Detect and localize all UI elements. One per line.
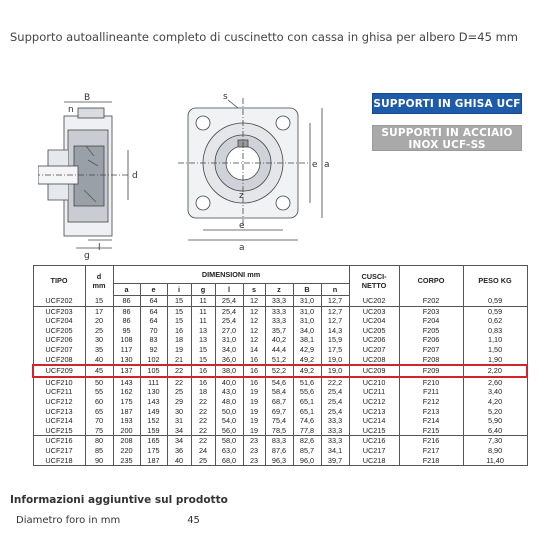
info-label: Diametro foro in mm	[16, 515, 121, 526]
table-cell: UC210	[349, 377, 399, 388]
header-cuscinetto: CUSCI- NETTO	[349, 266, 399, 296]
subheader-n: n	[321, 284, 349, 296]
table-cell: 19	[243, 407, 265, 417]
table-cell: 56,0	[215, 426, 243, 436]
table-cell: 82,6	[293, 436, 321, 446]
table-cell: 15	[167, 296, 191, 307]
table-cell: 25,4	[215, 306, 243, 316]
table-cell: 15	[191, 345, 215, 355]
table-cell: 65	[85, 407, 113, 417]
table-cell: 49,2	[293, 365, 321, 377]
table-cell: 187	[140, 456, 167, 466]
table-cell: F211	[399, 387, 463, 397]
table-cell: F217	[399, 446, 463, 456]
table-cell: 15	[167, 316, 191, 326]
table-cell: 11	[191, 316, 215, 326]
table-cell: 64	[140, 316, 167, 326]
table-cell: 23	[243, 436, 265, 446]
table-cell: 70	[85, 416, 113, 426]
table-cell: F207	[399, 345, 463, 355]
table-cell: 175	[140, 446, 167, 456]
table-cell: 0,83	[463, 326, 527, 336]
table-cell: 40	[85, 355, 113, 366]
table-cell: 22	[191, 436, 215, 446]
technical-drawing	[38, 90, 358, 265]
table-cell: F209	[399, 365, 463, 377]
table-cell: 16	[191, 365, 215, 377]
table-cell: 22	[167, 365, 191, 377]
table-row	[33, 335, 527, 345]
header-d: d mm	[85, 266, 113, 296]
table-row	[33, 377, 527, 388]
subheader-z: z	[265, 284, 293, 296]
table-cell: 74,6	[293, 416, 321, 426]
table-cell: 16	[243, 377, 265, 388]
table-cell: UC206	[349, 335, 399, 345]
table-cell: 30	[167, 407, 191, 417]
table-cell: 12	[243, 296, 265, 307]
table-cell: 33,3	[265, 296, 293, 307]
table-cell: F203	[399, 306, 463, 316]
table-cell: 38,1	[293, 335, 321, 345]
subheader-l: l	[215, 284, 243, 296]
table-cell: 22	[191, 407, 215, 417]
table-cell: UCF205	[33, 326, 85, 336]
table-cell: 12	[243, 335, 265, 345]
table-cell: 50,0	[215, 407, 243, 417]
table-cell: 111	[140, 377, 167, 388]
table-cell: 69,7	[265, 407, 293, 417]
label-g: g	[84, 251, 90, 261]
table-cell: 12	[243, 316, 265, 326]
table-cell: 34	[167, 426, 191, 436]
table-cell: 19	[243, 426, 265, 436]
table-row	[33, 345, 527, 355]
header-tipo: TIPO	[33, 266, 85, 296]
table-cell: 16	[243, 365, 265, 377]
table-cell: UC208	[349, 355, 399, 366]
table-cell: 31,0	[293, 296, 321, 307]
table-row	[33, 416, 527, 426]
subheader-i: i	[167, 284, 191, 296]
table-cell: UC207	[349, 345, 399, 355]
table-cell: 19	[243, 397, 265, 407]
table-cell: 40	[167, 456, 191, 466]
table-cell: 25,4	[321, 397, 349, 407]
table-cell: 5,90	[463, 416, 527, 426]
table-cell: 30	[85, 335, 113, 345]
table-cell: 220	[113, 446, 140, 456]
table-cell: 24	[191, 446, 215, 456]
table-row	[33, 456, 527, 466]
table-cell: 187	[113, 407, 140, 417]
table-cell: 83,3	[265, 436, 293, 446]
table-cell: UC202	[349, 296, 399, 307]
table-cell: 86	[113, 316, 140, 326]
table-cell: F204	[399, 316, 463, 326]
table-cell: UCF218	[33, 456, 85, 466]
table-cell: 51,2	[265, 355, 293, 366]
table-cell: 130	[140, 387, 167, 397]
table-cell: 19,0	[321, 355, 349, 366]
table-cell: 208	[113, 436, 140, 446]
table-cell: 83	[140, 335, 167, 345]
table-cell: 31	[167, 416, 191, 426]
table-cell: UCF204	[33, 316, 85, 326]
table-cell: 70	[140, 326, 167, 336]
table-cell: F213	[399, 407, 463, 417]
table-cell: 50	[85, 377, 113, 388]
table-cell: 105	[140, 365, 167, 377]
table-cell: 29	[167, 397, 191, 407]
label-e-horizontal: e	[239, 221, 245, 231]
subheader-a: a	[113, 284, 140, 296]
table-cell: 25,4	[321, 407, 349, 417]
table-cell: 149	[140, 407, 167, 417]
info-row	[16, 515, 200, 526]
info-value: 45	[187, 515, 200, 526]
table-cell: 43,0	[215, 387, 243, 397]
supporti-ghisa-button[interactable]: SUPPORTI IN GHISA UCF	[372, 93, 522, 114]
dimensions-table	[32, 265, 528, 466]
table-cell: 85	[85, 446, 113, 456]
table-cell: 33,3	[265, 306, 293, 316]
label-z: z	[239, 191, 244, 201]
table-cell: 175	[113, 397, 140, 407]
table-cell: 23	[243, 456, 265, 466]
label-B: B	[84, 93, 91, 103]
table-cell: 39,7	[321, 456, 349, 466]
table-cell: 65,1	[293, 397, 321, 407]
table-cell: 6,40	[463, 426, 527, 436]
table-cell: 75	[85, 426, 113, 436]
table-cell: 12,7	[321, 306, 349, 316]
table-cell: 13	[191, 326, 215, 336]
table-cell: 0,62	[463, 316, 527, 326]
table-cell: 143	[140, 397, 167, 407]
table-cell: 19	[167, 345, 191, 355]
label-a-vertical: a	[324, 160, 330, 170]
table-cell: 15	[191, 355, 215, 366]
table-cell: 117	[113, 345, 140, 355]
table-cell: 13	[191, 335, 215, 345]
table-cell: 58,4	[265, 387, 293, 397]
table-cell: 34,0	[215, 345, 243, 355]
table-cell: 45	[85, 365, 113, 377]
table-cell: UCF212	[33, 397, 85, 407]
table-cell: 235	[113, 456, 140, 466]
info-section-title: Informazioni aggiuntive sul prodotto	[10, 494, 228, 506]
table-cell: 36,0	[215, 355, 243, 366]
table-cell: UCF207	[33, 345, 85, 355]
table-cell: 8,90	[463, 446, 527, 456]
table-cell: 165	[140, 436, 167, 446]
table-cell: 35	[85, 345, 113, 355]
label-d: d	[132, 171, 138, 181]
table-cell: 63,0	[215, 446, 243, 456]
table-cell: 34,1	[321, 446, 349, 456]
table-cell: F215	[399, 426, 463, 436]
table-row	[33, 326, 527, 336]
table-cell: 2,60	[463, 377, 527, 388]
table-cell: 22	[167, 377, 191, 388]
table-row	[33, 387, 527, 397]
table-cell: 102	[140, 355, 167, 366]
table-cell: UC209	[349, 365, 399, 377]
table-cell: 33,3	[265, 316, 293, 326]
table-cell: 48,0	[215, 397, 243, 407]
table-cell: UCF215	[33, 426, 85, 436]
table-cell: 54,0	[215, 416, 243, 426]
table-cell: 77,8	[293, 426, 321, 436]
table-row	[33, 296, 527, 307]
table-cell: 33,3	[321, 416, 349, 426]
table-row	[33, 365, 527, 377]
table-cell: 152	[140, 416, 167, 426]
table-cell: UC217	[349, 446, 399, 456]
header-corpo: CORPO	[399, 266, 463, 296]
table-cell: 16	[191, 377, 215, 388]
table-cell: 96,3	[265, 456, 293, 466]
table-row	[33, 426, 527, 436]
table-row	[33, 397, 527, 407]
table-cell: F208	[399, 355, 463, 366]
table-cell: 14	[243, 345, 265, 355]
table-cell: 52,2	[265, 365, 293, 377]
table-cell: 16	[243, 355, 265, 366]
table-cell: UC205	[349, 326, 399, 336]
table-cell: 78,5	[265, 426, 293, 436]
table-cell: 159	[140, 426, 167, 436]
table-cell: 55	[85, 387, 113, 397]
table-cell: 65,1	[293, 407, 321, 417]
table-cell: 33,3	[321, 426, 349, 436]
table-cell: UCF203	[33, 306, 85, 316]
table-cell: 86	[113, 296, 140, 307]
table-cell: 22	[191, 397, 215, 407]
table-cell: 36	[167, 446, 191, 456]
table-cell: 12	[243, 326, 265, 336]
page-title: Supporto autoallineante completo di cuscinetto con cassa in ghisa per albero D=45 mm	[10, 30, 518, 44]
table-cell: 19,0	[321, 365, 349, 377]
table-cell: 17,5	[321, 345, 349, 355]
front-view	[178, 98, 322, 240]
table-cell: 54,6	[265, 377, 293, 388]
table-cell: 38,0	[215, 365, 243, 377]
table-cell: UCF216	[33, 436, 85, 446]
table-cell: 130	[113, 355, 140, 366]
table-cell: UC213	[349, 407, 399, 417]
table-cell: 2,20	[463, 365, 527, 377]
label-a-horizontal: a	[239, 243, 245, 253]
table-cell: 86	[113, 306, 140, 316]
table-cell: 95	[113, 326, 140, 336]
table-cell: 34,0	[293, 326, 321, 336]
supporti-acciaio-button[interactable]	[372, 125, 522, 151]
table-cell: 55,6	[293, 387, 321, 397]
table-row	[33, 316, 527, 326]
table-cell: 92	[140, 345, 167, 355]
table-cell: UC211	[349, 387, 399, 397]
table-cell: 15	[85, 296, 113, 307]
table-cell: 18	[191, 387, 215, 397]
table-cell: 31,0	[293, 306, 321, 316]
table-cell: 19	[243, 416, 265, 426]
table-cell: 27,0	[215, 326, 243, 336]
table-cell: 40,0	[215, 377, 243, 388]
table-cell: 20	[85, 316, 113, 326]
acciaio-button-line1: SUPPORTI IN ACCIAIO	[381, 127, 513, 139]
subheader-b: B	[293, 284, 321, 296]
table-cell: 25,4	[215, 296, 243, 307]
table-cell: UC218	[349, 456, 399, 466]
table-cell: 25	[85, 326, 113, 336]
table-cell: 1,90	[463, 355, 527, 366]
label-s: s	[223, 92, 228, 102]
table-cell: 3,40	[463, 387, 527, 397]
table-cell: 143	[113, 377, 140, 388]
table-cell: 11,40	[463, 456, 527, 466]
table-cell: UCF213	[33, 407, 85, 417]
table-cell: 80	[85, 436, 113, 446]
table-cell: UCF214	[33, 416, 85, 426]
table-cell: 33,3	[321, 436, 349, 446]
label-l: l	[98, 243, 101, 253]
table-cell: UCF206	[33, 335, 85, 345]
table-cell: 44,4	[265, 345, 293, 355]
table-cell: 58,0	[215, 436, 243, 446]
table-cell: 12,7	[321, 296, 349, 307]
table-cell: UC212	[349, 397, 399, 407]
table-row	[33, 436, 527, 446]
table-cell: 137	[113, 365, 140, 377]
table-cell: 96,0	[293, 456, 321, 466]
table-cell: 22,2	[321, 377, 349, 388]
table-row	[33, 446, 527, 456]
table-cell: 68,7	[265, 397, 293, 407]
table-cell: 200	[113, 426, 140, 436]
table-cell: 60	[85, 397, 113, 407]
table-cell: UC203	[349, 306, 399, 316]
header-peso: PESO KG	[463, 266, 527, 296]
table-cell: 31,0	[293, 316, 321, 326]
table-cell: 23	[243, 446, 265, 456]
table-cell: 75,4	[265, 416, 293, 426]
table-cell: 11	[191, 306, 215, 316]
table-cell: 0,59	[463, 306, 527, 316]
subheader-e: e	[140, 284, 167, 296]
table-cell: UCF211	[33, 387, 85, 397]
table-cell: 51,6	[293, 377, 321, 388]
table-cell: 34	[167, 436, 191, 446]
table-cell: 42,9	[293, 345, 321, 355]
subheader-g: g	[191, 284, 215, 296]
table-cell: 193	[113, 416, 140, 426]
table-cell: 14,3	[321, 326, 349, 336]
table-cell: 68,0	[215, 456, 243, 466]
table-cell: F210	[399, 377, 463, 388]
acciaio-button-line2: INOX UCF-SS	[408, 139, 486, 151]
table-cell: 90	[85, 456, 113, 466]
label-n: n	[68, 105, 74, 115]
table-cell: UCF209	[33, 365, 85, 377]
table-cell: 31,0	[215, 335, 243, 345]
table-cell: 1,50	[463, 345, 527, 355]
table-cell: 162	[113, 387, 140, 397]
table-cell: F218	[399, 456, 463, 466]
table-cell: 19	[243, 387, 265, 397]
table-row	[33, 407, 527, 417]
header-dimensioni: DIMENSIONI mm	[113, 266, 349, 284]
table-cell: 64	[140, 296, 167, 307]
table-cell: 40,2	[265, 335, 293, 345]
table-cell: 64	[140, 306, 167, 316]
table-cell: F216	[399, 436, 463, 446]
table-cell: 1,10	[463, 335, 527, 345]
table-cell: UC216	[349, 436, 399, 446]
table-cell: 4,20	[463, 397, 527, 407]
table-cell: 85,7	[293, 446, 321, 456]
table-cell: 5,20	[463, 407, 527, 417]
table-cell: 12,7	[321, 316, 349, 326]
table-cell: 18	[167, 335, 191, 345]
table-cell: F206	[399, 335, 463, 345]
table-cell: UC204	[349, 316, 399, 326]
table-row	[33, 306, 527, 316]
table-cell: 25,4	[321, 387, 349, 397]
table-cell: 22	[191, 426, 215, 436]
subheader-s: s	[243, 284, 265, 296]
table-cell: 11	[191, 296, 215, 307]
table-cell: 25,4	[215, 316, 243, 326]
table-cell: UC214	[349, 416, 399, 426]
table-cell: UCF208	[33, 355, 85, 366]
table-cell: 17	[85, 306, 113, 316]
table-cell: F212	[399, 397, 463, 407]
table-cell: 0,59	[463, 296, 527, 307]
table-cell: 16	[167, 326, 191, 336]
table-cell: 108	[113, 335, 140, 345]
table-cell: F202	[399, 296, 463, 307]
table-cell: 25	[191, 456, 215, 466]
side-view	[38, 102, 128, 248]
table-cell: F205	[399, 326, 463, 336]
table-cell: 35,7	[265, 326, 293, 336]
table-cell: UCF217	[33, 446, 85, 456]
table-cell: 15	[167, 306, 191, 316]
table-cell: 87,6	[265, 446, 293, 456]
table-cell: UC215	[349, 426, 399, 436]
table-cell: UCF210	[33, 377, 85, 388]
table-cell: F214	[399, 416, 463, 426]
label-e-vertical: e	[312, 160, 318, 170]
table-cell: 15,9	[321, 335, 349, 345]
table-cell: 25	[167, 387, 191, 397]
table-cell: 7,30	[463, 436, 527, 446]
table-cell: 22	[191, 416, 215, 426]
table-cell: 21	[167, 355, 191, 366]
table-cell: UCF202	[33, 296, 85, 307]
table-row	[33, 355, 527, 366]
table-cell: 12	[243, 306, 265, 316]
table-cell: 49,2	[293, 355, 321, 366]
